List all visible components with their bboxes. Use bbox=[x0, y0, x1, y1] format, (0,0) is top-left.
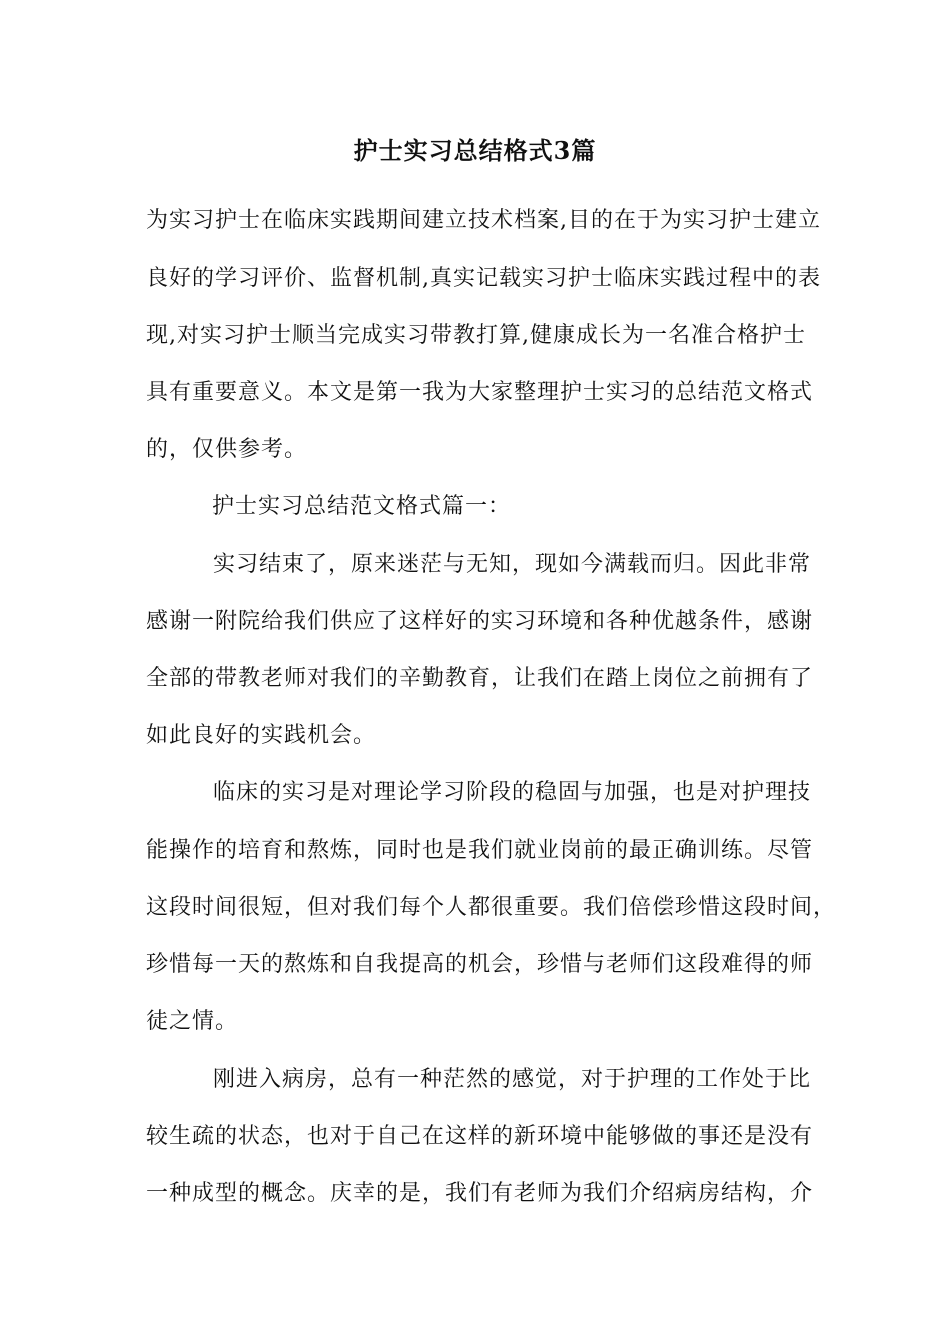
paragraph-line: 一种成型的概念。庆幸的是，我们有老师为我们介绍病房结构，介 bbox=[146, 1181, 814, 1206]
paragraph-line: 为实习护士在临床实践期间建立技术档案,目的在于为实习护士建立 bbox=[146, 208, 821, 233]
paragraph-line: 较生疏的状态，也对于自己在这样的新环境中能够做的事还是没有 bbox=[146, 1124, 814, 1149]
paragraph-line: 实习结束了，原来迷茫与无知，现如今满载而归。因此非常 bbox=[213, 552, 812, 577]
paragraph-line: 珍惜每一天的熬炼和自我提高的机会，珍惜与老师们这段难得的师 bbox=[146, 952, 814, 977]
section-heading: 护士实习总结范文格式篇一： bbox=[212, 494, 512, 519]
paragraph-line: 刚进入病房，总有一种茫然的感觉，对于护理的工作处于比 bbox=[213, 1067, 812, 1092]
paragraph-line: 感谢一附院给我们供应了这样好的实习环境和各种优越条件，感谢 bbox=[146, 609, 814, 634]
paragraph-line: 的，仅供参考。 bbox=[146, 437, 308, 462]
paragraph-line: 良好的学习评价、监督机制,真实记载实习护士临床实践过程中的表 bbox=[146, 266, 821, 291]
paragraph-line: 这段时间很短，但对我们每个人都很重要。我们倍偿珍惜这段时间， bbox=[146, 895, 837, 920]
paragraph-line: 现,对实习护士顺当完成实习带教打算,健康成长为一名准合格护士 bbox=[146, 323, 806, 348]
paragraph-line: 能操作的培育和熬炼，同时也是我们就业岗前的最正确训练。尽管 bbox=[146, 838, 814, 863]
document-title: 护士实习总结格式3篇 bbox=[353, 136, 597, 165]
paragraph-line: 如此良好的实践机会。 bbox=[146, 723, 377, 748]
paragraph-line: 全部的带教老师对我们的辛勤教育，让我们在踏上岗位之前拥有了 bbox=[146, 666, 814, 691]
paragraph-line: 具有重要意义。本文是第一我为大家整理护士实习的总结范文格式 bbox=[146, 380, 814, 405]
paragraph-line: 徒之情。 bbox=[146, 1009, 239, 1034]
paragraph-line: 临床的实习是对理论学习阶段的稳固与加强，也是对护理技 bbox=[213, 780, 812, 805]
